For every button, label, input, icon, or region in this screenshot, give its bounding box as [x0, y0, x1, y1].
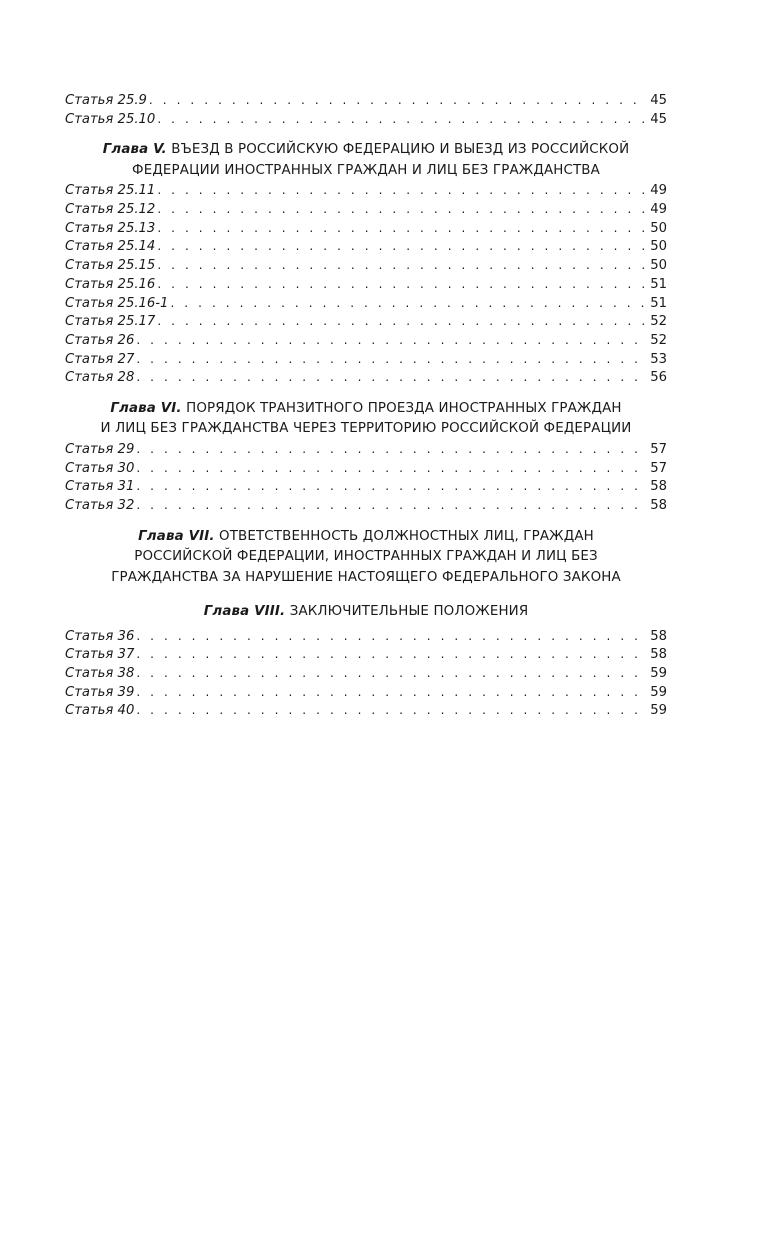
- page-number: 49: [650, 183, 667, 199]
- page-number: 53: [650, 351, 667, 367]
- chapter-number: Глава VIII.: [203, 604, 286, 620]
- dot-leader: [136, 645, 647, 664]
- toc-entry: [65, 200, 667, 219]
- page-number: 59: [650, 666, 667, 682]
- toc-entry: [65, 645, 667, 664]
- toc-entry: [65, 181, 667, 200]
- toc-group: [65, 527, 667, 589]
- chapter-title-line: И ЛИЦ БЕЗ ГРАЖДАНСТВА ЧЕРЕЗ ТЕРРИТОРИЮ РОССИЙСКОЙ ФЕДЕРАЦИИ: [100, 421, 632, 437]
- toc-entry: [65, 683, 667, 702]
- article-label: Статья 32: [65, 498, 135, 513]
- article-label: Статья 31: [65, 479, 135, 495]
- dot-leader: [157, 312, 647, 331]
- dot-leader: [157, 256, 647, 275]
- dot-leader: [157, 181, 647, 200]
- toc-entry: [65, 219, 667, 238]
- chapter-number: Глава VII.: [138, 528, 215, 544]
- dot-leader: [136, 683, 647, 702]
- article-label: Статья 25.15: [65, 258, 156, 274]
- page-number: 51: [650, 295, 667, 311]
- page-number: 58: [650, 498, 667, 513]
- toc-group: [65, 602, 667, 720]
- article-label: Статья 25.10: [65, 111, 156, 127]
- dot-leader: [136, 331, 647, 350]
- toc-entry: [65, 368, 667, 387]
- article-label: Статья 25.16: [65, 276, 156, 292]
- toc-entry: [65, 91, 667, 110]
- page-number: 52: [650, 332, 667, 348]
- toc-entry: [65, 459, 667, 478]
- toc-entry: [65, 275, 667, 294]
- toc-entry: [65, 237, 667, 256]
- page-number: 58: [650, 479, 667, 495]
- page-number: 49: [650, 202, 667, 218]
- page-number: 57: [650, 460, 667, 476]
- chapter-title-line: РОССИЙСКОЙ ФЕДЕРАЦИИ, ИНОСТРАННЫХ ГРАЖДАН И ЛИЦ БЕЗ: [134, 549, 598, 565]
- article-label: Статья 40: [65, 703, 135, 719]
- dot-leader: [136, 627, 647, 646]
- page-number: 45: [650, 93, 667, 108]
- chapter-title-line: ВЪЕЗД В РОССИЙСКУЮ ФЕДЕРАЦИЮ И ВЫЕЗД ИЗ РОССИЙСКОЙ: [171, 142, 630, 158]
- dot-leader: [157, 219, 647, 238]
- dot-leader: [149, 91, 647, 110]
- toc-group: [65, 140, 667, 387]
- page-number: 58: [650, 647, 667, 663]
- chapter-heading: [65, 602, 667, 623]
- chapter-title-line: ОТВЕТСТВЕННОСТЬ ДОЛЖНОСТНЫХ ЛИЦ, ГРАЖДАН: [219, 528, 594, 544]
- toc-entry: [65, 664, 667, 683]
- article-label: Статья 25.14: [65, 239, 156, 255]
- dot-leader: [136, 350, 647, 369]
- page-number: 56: [650, 370, 667, 386]
- page-number: 59: [650, 684, 667, 700]
- chapter-title-line: ГРАЖДАНСТВА ЗА НАРУШЕНИЕ НАСТОЯЩЕГО ФЕДЕРАЛЬНОГО ЗАКОНА: [111, 569, 621, 585]
- page-number: 59: [650, 703, 667, 719]
- page-number: 45: [650, 111, 667, 127]
- article-label: Статья 25.16-1: [65, 295, 169, 311]
- article-label: Статья 25.12: [65, 202, 156, 218]
- dot-leader: [136, 664, 647, 683]
- dot-leader: [157, 200, 647, 219]
- toc-entry: [65, 312, 667, 331]
- article-label: Статья 25.11: [65, 183, 156, 199]
- toc-entry: [65, 110, 667, 129]
- toc-entry: [65, 331, 667, 350]
- dot-leader: [157, 110, 647, 129]
- toc-entry: [65, 496, 667, 515]
- chapter-heading: [65, 399, 667, 440]
- chapter-heading: [65, 527, 667, 589]
- chapter-title-line: ФЕДЕРАЦИИ ИНОСТРАННЫХ ГРАЖДАН И ЛИЦ БЕЗ ГРАЖДАНСТВА: [132, 162, 600, 178]
- article-label: Статья 36: [65, 628, 135, 644]
- toc-entry: [65, 350, 667, 369]
- article-label: Статья 37: [65, 647, 135, 663]
- page-number: 50: [650, 258, 667, 274]
- toc-entry: [65, 294, 667, 313]
- toc-entry: [65, 477, 667, 496]
- dot-leader: [136, 368, 647, 387]
- toc-group: [65, 399, 667, 515]
- article-label: Статья 38: [65, 666, 135, 682]
- chapter-number: Глава V.: [102, 142, 167, 158]
- toc-entry: [65, 627, 667, 646]
- dot-leader: [157, 237, 647, 256]
- page-number: 50: [650, 239, 667, 255]
- dot-leader: [170, 294, 647, 313]
- article-label: Статья 25.9: [65, 93, 147, 108]
- article-label: Статья 39: [65, 684, 135, 700]
- dot-leader: [157, 275, 647, 294]
- dot-leader: [136, 440, 647, 459]
- article-label: Статья 28: [65, 370, 135, 386]
- article-label: Статья 26: [65, 332, 135, 348]
- dot-leader: [136, 496, 647, 515]
- chapter-number: Глава VI.: [110, 400, 182, 416]
- dot-leader: [136, 477, 647, 496]
- page-number: 51: [650, 276, 667, 292]
- table-of-contents: [65, 91, 667, 720]
- page-number: 57: [650, 441, 667, 457]
- article-label: Статья 30: [65, 460, 135, 476]
- toc-entry: [65, 256, 667, 275]
- toc-entry: [65, 440, 667, 459]
- article-label: Статья 27: [65, 351, 135, 367]
- toc-entry: [65, 701, 667, 720]
- page-number: 50: [650, 220, 667, 236]
- chapter-title-line: ЗАКЛЮЧИТЕЛЬНЫЕ ПОЛОЖЕНИЯ: [289, 604, 529, 620]
- toc-group: [65, 91, 667, 128]
- article-label: Статья 25.13: [65, 220, 156, 236]
- dot-leader: [136, 459, 647, 478]
- article-label: Статья 25.17: [65, 314, 156, 330]
- chapter-title-line: ПОРЯДОК ТРАНЗИТНОГО ПРОЕЗДА ИНОСТРАННЫХ ГРАЖДАН: [186, 400, 622, 416]
- page-number: 58: [650, 628, 667, 644]
- page-number: 52: [650, 314, 667, 330]
- chapter-heading: [65, 140, 667, 181]
- article-label: Статья 29: [65, 441, 135, 457]
- dot-leader: [136, 701, 647, 720]
